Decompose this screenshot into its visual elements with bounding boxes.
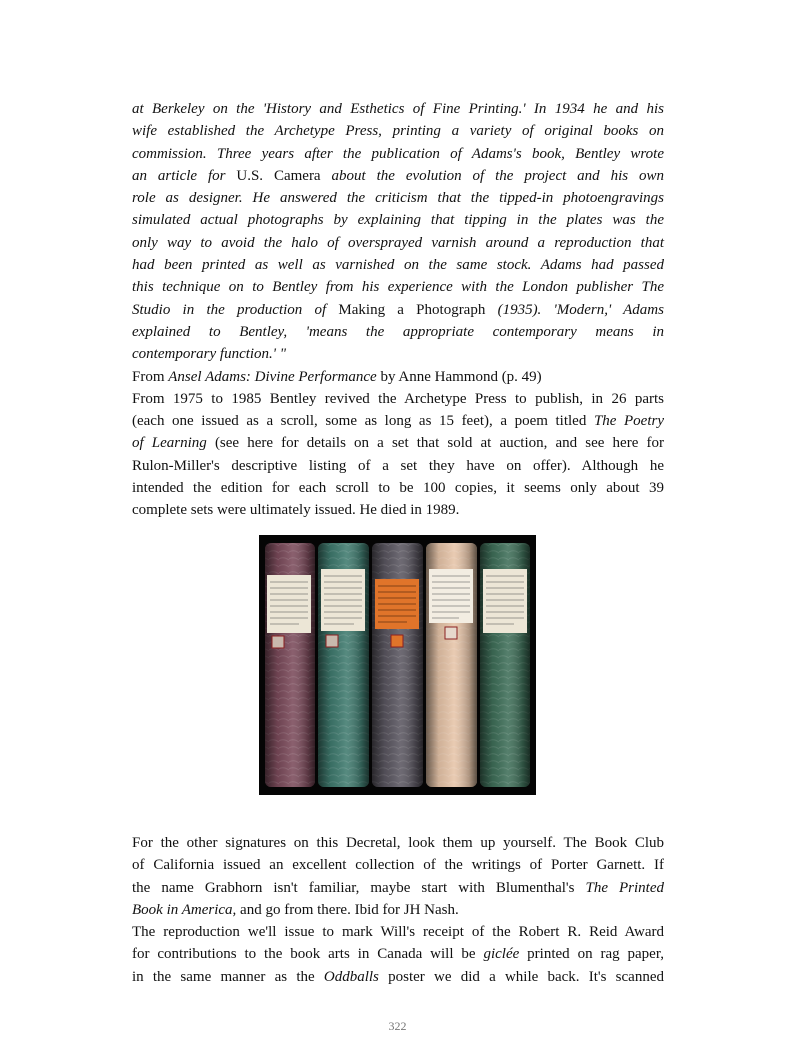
- book-title: Making a Photograph: [338, 301, 486, 318]
- quote-block: [132, 98, 664, 522]
- text-line: complete sets were ultimately issued. He died in 1989.: [132, 502, 460, 519]
- scrolls-photograph: [259, 535, 536, 795]
- text-line: explained to Bentley, 'means the appropriate contemporary means in: [132, 323, 664, 340]
- text-line: contemporary function.' ": [132, 346, 287, 363]
- emphasis-term: giclée: [483, 946, 520, 963]
- text-run: (1935). 'Modern,' Adams: [485, 301, 664, 318]
- text-run: (each one issued as a scroll, some as long as 15 feet), a poem titled: [132, 413, 594, 430]
- text-line: wife established the Archetype Press, printing a variety of original books on: [132, 123, 664, 140]
- book-title: Ansel Adams: Divine Performance: [168, 368, 377, 385]
- text-line: this technique on to Bentley from his experience with the London publisher The: [132, 279, 664, 296]
- text-run: From: [132, 368, 169, 385]
- text-line: simulated actual photographs by explaining that tipping in the plates was the: [132, 212, 664, 229]
- text-line: For the other signatures on this Decretal, look them up yourself. The Book Club: [132, 835, 664, 851]
- book-title: The Printed: [585, 879, 664, 896]
- text-run: the name Grabhorn isn't familiar, maybe start with Blumenthal's: [132, 879, 586, 896]
- text-run: poster we did a while back. It's scanned: [378, 968, 664, 985]
- closing-text: [132, 832, 664, 988]
- poem-title: The Poetry: [593, 413, 665, 430]
- text-line: [132, 966, 664, 988]
- book-title: Book in America,: [132, 901, 237, 918]
- text-run: Studio in the production of: [132, 301, 339, 318]
- text-line: [132, 299, 664, 321]
- poster-title: Oddballs: [323, 968, 379, 985]
- poem-title: of Learning: [132, 435, 207, 452]
- magazine-title: U.S. Camera: [236, 167, 321, 184]
- text-line: [132, 943, 664, 965]
- quote-paragraph: [132, 98, 664, 366]
- page-number: 322: [388, 1019, 407, 1033]
- body-paragraph-reproduction: [132, 921, 664, 988]
- text-line: intended the edition for each scroll to be 100 copies, it seems only about 39: [132, 480, 664, 497]
- body-paragraph-archetype: [132, 388, 664, 522]
- text-run: by Anne Hammond (p. 49): [376, 368, 542, 385]
- text-line: at Berkeley on the 'History and Esthetics of Fine Printing.' In 1934 he and his: [132, 101, 664, 117]
- text-line: [132, 410, 664, 432]
- text-line: [132, 899, 664, 921]
- text-line: [132, 432, 664, 454]
- text-run: about the evolution of the project and his own: [320, 167, 664, 184]
- source-citation: [132, 366, 664, 388]
- text-line: [132, 165, 664, 187]
- body-paragraph-signatures: [132, 832, 664, 921]
- text-run: in the same manner as the: [132, 968, 324, 985]
- text-line: The reproduction we'll issue to mark Will's receipt of the Robert R. Reid Award: [132, 924, 664, 941]
- text-run: printed on rag paper,: [519, 946, 664, 963]
- text-line: commission. Three years after the publication of Adams's book, Bentley wrote: [132, 145, 664, 162]
- text-run: an article for: [132, 167, 237, 184]
- text-line: Rulon-Miller's descriptive listing of a set they have on offer). Although he: [132, 457, 664, 474]
- text-line: of California issued an excellent collection of the writings of Porter Garnett. If: [132, 857, 664, 874]
- text-line: role as designer. He answered the criticism that the tipped-in photoengravings: [132, 190, 664, 207]
- text-line: [132, 877, 664, 899]
- text-line: only way to avoid the halo of oversprayed varnish around a reproduction that: [132, 234, 664, 251]
- text-run: and go from there. Ibid for JH Nash.: [236, 901, 459, 918]
- scrolls-image: [259, 535, 536, 795]
- text-run: for contributions to the book arts in Canada will be: [132, 946, 484, 963]
- text-run: (see here for details on a set that sold at auction, and see here for: [206, 435, 664, 452]
- text-line: From 1975 to 1985 Bentley revived the Archetype Press to publish, in 26 parts: [132, 390, 664, 407]
- text-line: had been printed as well as varnished on the same stock. Adams had passed: [132, 257, 664, 274]
